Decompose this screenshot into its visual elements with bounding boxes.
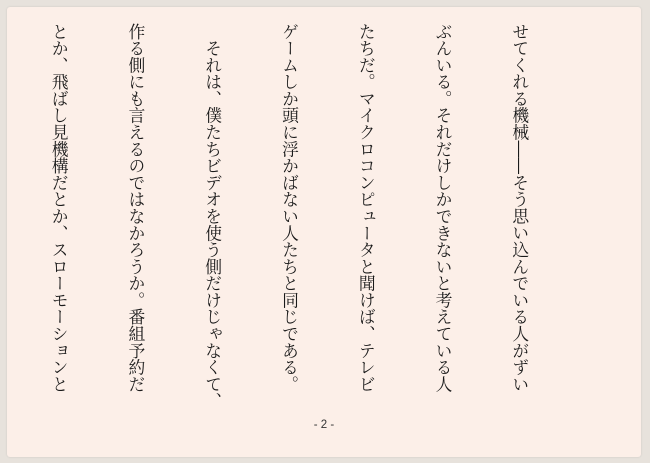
vertical-body-text: [7, 23, 583, 410]
text-column-3: たちだ。マイクロコンピュータと聞けば、テレビ: [356, 23, 377, 393]
text-column-5: それは、僕たちビデオを使う側だけじゃなくて、: [202, 23, 223, 410]
page-number: - 2 -: [313, 419, 335, 431]
text-column-6: 作る側にも言えるのではなかろうか。番組予約だ: [125, 23, 146, 393]
text-column-4: ゲームしか頭に浮かばない人たちと同じである。: [279, 23, 300, 393]
text-column-1: せてくれる機械――そう思い込んでいる人がずい: [509, 23, 530, 393]
text-column-2: ぶんいる。それだけしかできないと考えている人: [433, 23, 454, 393]
document-page: [7, 7, 641, 457]
text-column-7: とか、飛ばし見機構だとか、スローモーションと: [49, 23, 70, 393]
